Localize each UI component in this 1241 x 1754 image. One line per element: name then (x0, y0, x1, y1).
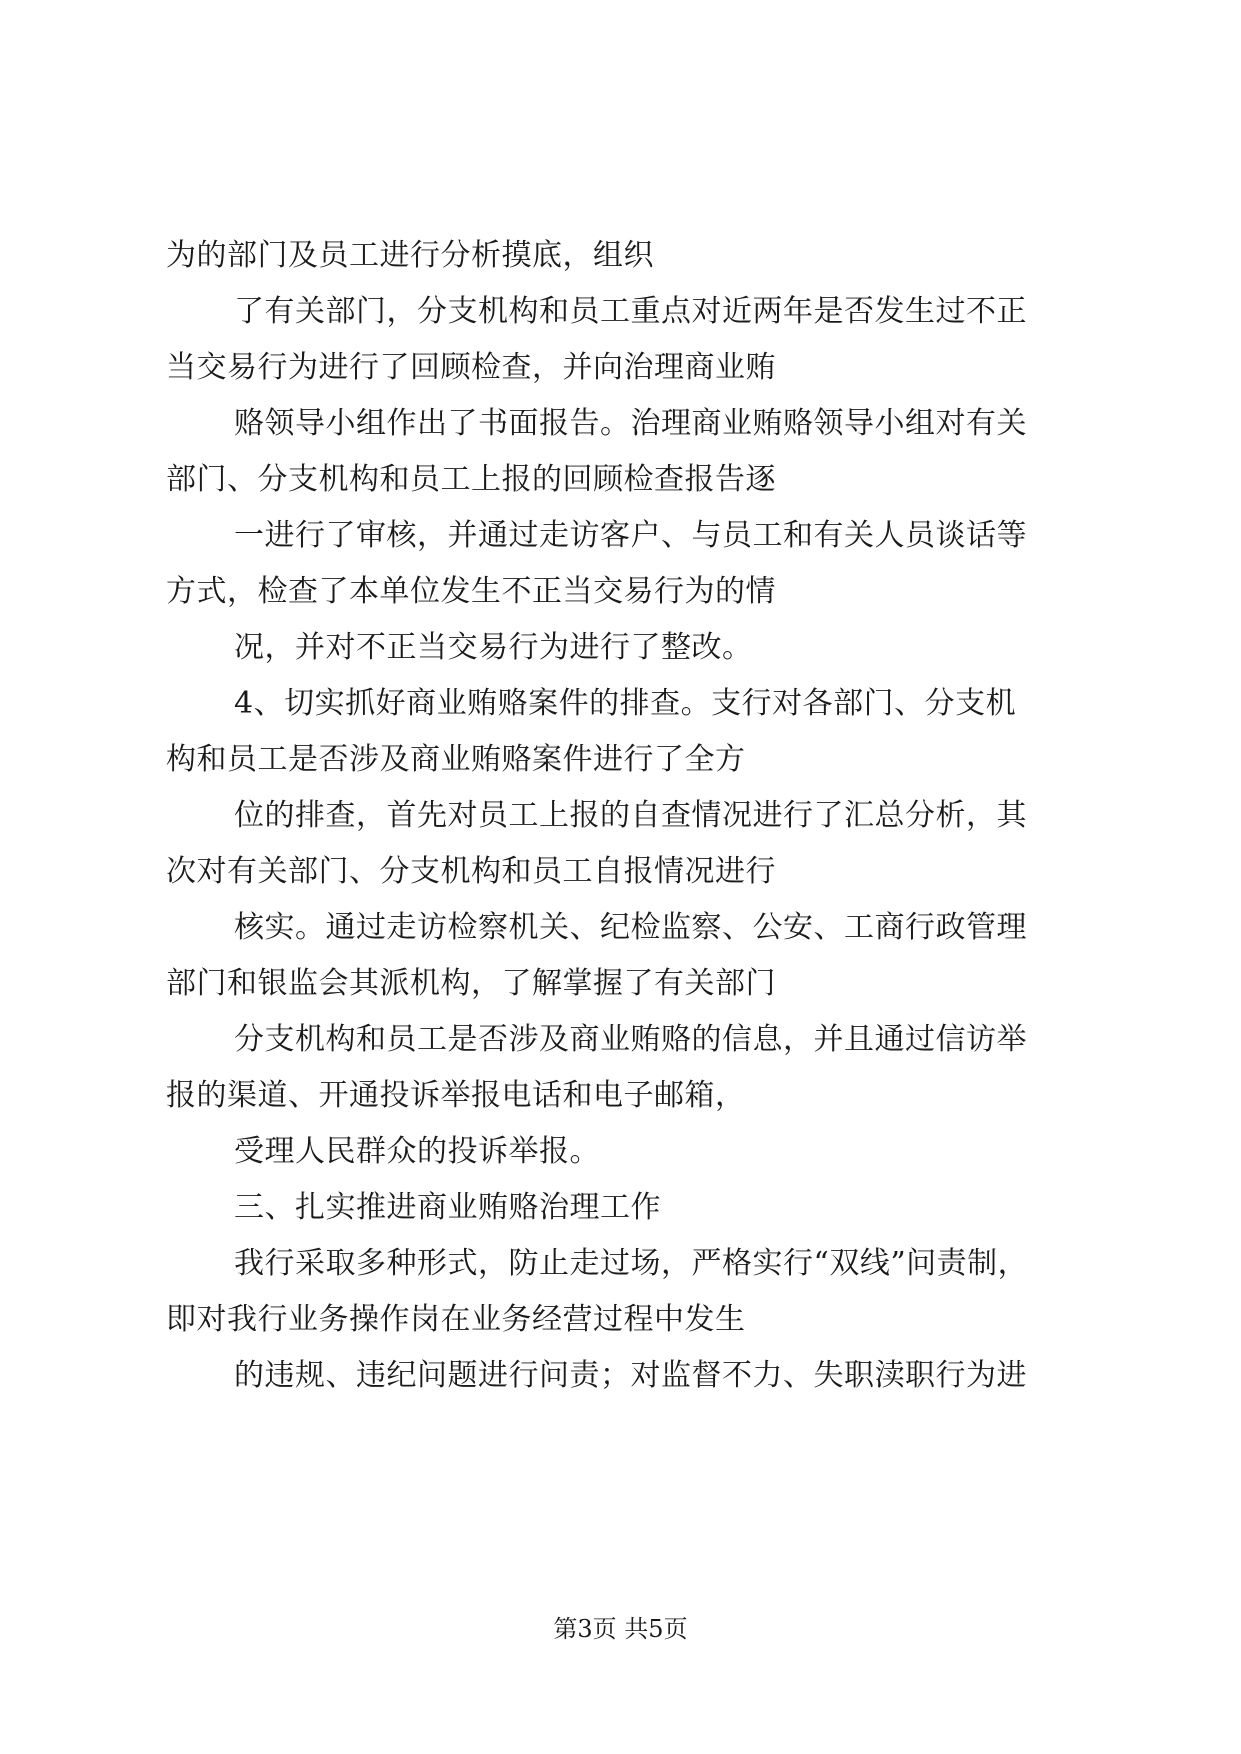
text-line: 4、切实抓好商业贿赂案件的排查。支行对各部门、分支机 (234, 686, 1017, 721)
text-line: 构和员工是否涉及商业贿赂案件进行了全方 (166, 742, 746, 777)
text-line: 核实。通过走访检察机关、纪检监察、公安、工商行政管理 (234, 910, 1027, 945)
text-line: 为的部门及员工进行分析摸底，组织 (166, 238, 654, 273)
text-line: 一进行了审核，并通过走访客户、与员工和有关人员谈话等 (234, 518, 1027, 553)
text-line: 部门、分支机构和员工上报的回顾检查报告逐 (166, 462, 776, 497)
text-line: 位的排查，首先对员工上报的自查情况进行了汇总分析，其 (234, 798, 1027, 833)
text-line: 况，并对不正当交易行为进行了整改。 (234, 630, 753, 665)
text-line: 的违规、违纪问题进行问责；对监督不力、失职渎职行为进 (234, 1358, 1027, 1393)
text-line: 方式，检查了本单位发生不正当交易行为的情 (166, 574, 776, 609)
text-line: 当交易行为进行了回顾检查，并向治理商业贿 (166, 350, 776, 385)
text-line: 我行采取多种形式，防止走过场，严格实行“双线”问责制， (234, 1246, 1029, 1281)
text-line: 分支机构和员工是否涉及商业贿赂的信息，并且通过信访举 (234, 1022, 1027, 1057)
text-line: 三、扎实推进商业贿赂治理工作 (234, 1190, 661, 1225)
text-line: 报的渠道、开通投诉举报电话和电子邮箱， (166, 1078, 746, 1113)
document-body (166, 228, 1086, 1404)
text-line: 部门和银监会其派机构，了解掌握了有关部门 (166, 966, 776, 1001)
text-line: 即对我行业务操作岗在业务经营过程中发生 (166, 1302, 746, 1337)
text-line: 受理人民群众的投诉举报。 (234, 1134, 600, 1169)
text-line: 了有关部门，分支机构和员工重点对近两年是否发生过不正 (234, 294, 1027, 329)
text-line: 赂领导小组作出了书面报告。治理商业贿赂领导小组对有关 (234, 406, 1027, 441)
text-line: 次对有关部门、分支机构和员工自报情况进行 (166, 854, 776, 889)
page-footer: 第3页 共5页 (553, 1615, 688, 1643)
